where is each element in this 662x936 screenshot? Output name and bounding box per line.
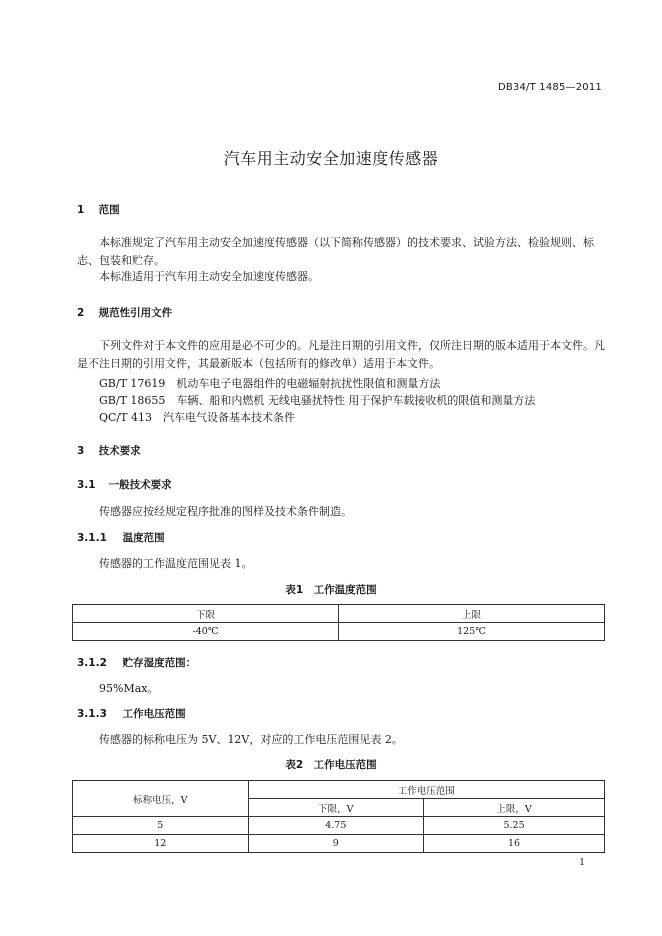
reference-item: GB/T 17619 机动车电子电器组件的电磁辐射抗扰性限值和测量方法: [99, 377, 441, 390]
table-1-caption: 表1 工作温度范围: [285, 584, 377, 596]
section-title: 贮存湿度范围：: [122, 657, 197, 669]
section-1-heading: [77, 202, 120, 217]
section-3-1-3-paragraph: 传感器的标称电压为 5V、12V，对应的工作电压范围见表 2。: [99, 733, 403, 746]
section-title: 温度范围: [122, 532, 165, 544]
table-1: [72, 604, 605, 641]
section-title: 范围: [98, 204, 120, 216]
page-number: 1: [579, 858, 585, 868]
section-number: 1: [77, 204, 85, 216]
section-3-1-2-paragraph: 95%Max。: [99, 682, 159, 695]
table-row: [73, 835, 605, 853]
table-header-cell: 工作电压范围: [248, 781, 604, 799]
section-number: 3.1.3: [77, 708, 107, 720]
section-title: 工作电压范围: [122, 708, 186, 720]
section-1-paragraph-2: 本标准适用于汽车用主动安全加速度传感器。: [99, 270, 319, 283]
reference-item: GB/T 18655 车辆、船和内燃机 无线电骚扰特性 用于保护车载接收机的限值和测量方法: [99, 394, 536, 407]
table-2-caption: 表2 工作电压范围: [285, 759, 377, 771]
table-header-cell: 下限，V: [248, 799, 424, 817]
table-row: [73, 817, 605, 835]
table-2: [72, 780, 605, 853]
section-title: 规范性引用文件: [98, 307, 173, 319]
table-header-cell: 上限，V: [424, 799, 605, 817]
table-header-cell: 上限: [339, 605, 605, 623]
table-header-row: [73, 781, 605, 799]
section-3-1-paragraph: 传感器应按经规定程序批准的图样及技术条件制造。: [99, 505, 352, 518]
table-cell: 5.25: [424, 817, 605, 835]
section-3-1-1-heading: [77, 530, 165, 545]
section-number: 2: [77, 307, 85, 319]
section-title: 技术要求: [98, 445, 141, 457]
table-cell: 16: [424, 835, 605, 853]
reference-item: QC/T 413 汽车电气设备基本技术条件: [99, 411, 295, 424]
section-1-paragraph-1: 本标准规定了汽车用主动安全加速度传感器（以下简称传感器）的技术要求、试验方法、检验规则、标志、包装和贮存。: [77, 236, 594, 267]
section-2-paragraph-1: 下列文件对于本文件的应用是必不可少的。凡是注日期的引用文件，仅所注日期的版本适用于本文件。凡是不注日期的引用文件，其最新版本（包括所有的修改单）适用于本文件。: [77, 339, 605, 370]
standard-number: DB34/T 1485—2011: [497, 82, 602, 93]
section-3-1-2-heading: [77, 655, 196, 670]
section-2-heading: [77, 305, 172, 320]
section-title: 一般技术要求: [108, 479, 172, 491]
section-number: 3.1: [77, 479, 96, 491]
table-cell: 9: [248, 835, 424, 853]
section-3-1-3-heading: [77, 706, 186, 721]
table-row: [73, 623, 605, 641]
table-cell: -40℃: [73, 623, 339, 641]
section-3-1-heading: [77, 477, 172, 492]
table-cell: 125℃: [339, 623, 605, 641]
table-cell: 5: [73, 817, 249, 835]
table-header-cell: 下限: [73, 605, 339, 623]
section-3-1-1-paragraph: 传感器的工作温度范围见表 1。: [99, 557, 253, 570]
table-header-row: [73, 605, 605, 623]
section-number: 3: [77, 445, 85, 457]
section-number: 3.1.2: [77, 657, 107, 669]
table-cell: 12: [73, 835, 249, 853]
document-title: 汽车用主动安全加速度传感器: [223, 149, 439, 168]
table-header-cell: 标称电压，V: [73, 781, 249, 817]
table-cell: 4.75: [248, 817, 424, 835]
section-number: 3.1.1: [77, 532, 107, 544]
section-3-heading: [77, 443, 141, 458]
